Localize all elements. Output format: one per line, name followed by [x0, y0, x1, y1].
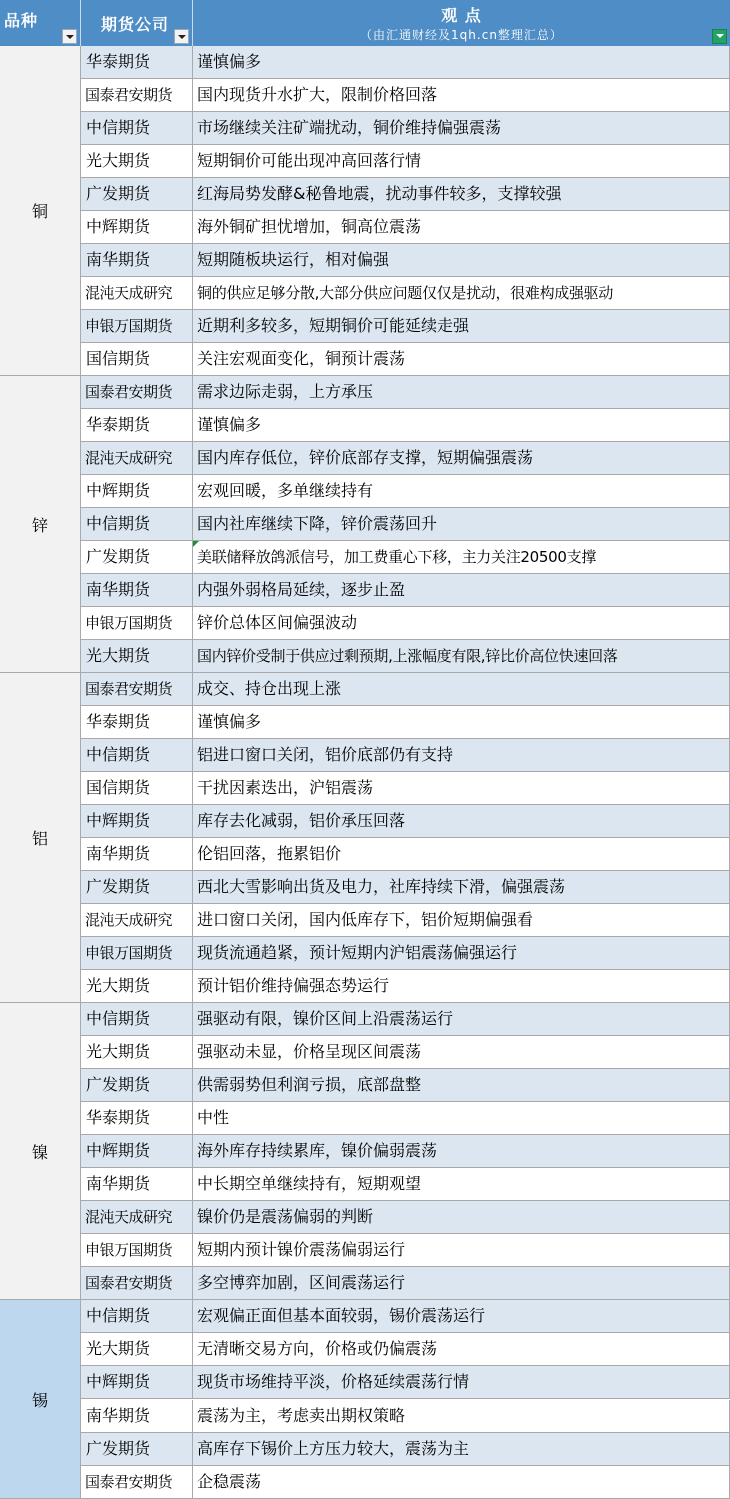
company-cell[interactable]: 光大期货 [81, 1036, 193, 1068]
table-row[interactable] [81, 310, 730, 343]
header-company[interactable] [81, 0, 193, 46]
variety-cell[interactable]: 铜 [0, 46, 81, 376]
view-cell[interactable]: 海外铜矿担忧增加，铜高位震荡 [197, 217, 422, 236]
table-header [0, 0, 730, 46]
view-cell[interactable]: 需求边际走弱，上方承压 [197, 382, 374, 401]
view-cell[interactable]: 中性 [197, 1108, 230, 1127]
company-cell[interactable]: 南华期货 [81, 244, 193, 276]
view-cell[interactable]: 供需弱势但利润亏损，底部盘整 [197, 1075, 422, 1094]
table-row[interactable] [81, 937, 730, 970]
table-row[interactable] [81, 178, 730, 211]
view-cell[interactable]: 市场继续关注矿端扰动，铜价维持偏强震荡 [197, 118, 502, 137]
view-cell[interactable]: 进口窗口关闭，国内低库存下，铝价短期偏强看 [197, 910, 534, 929]
table-row[interactable] [81, 1466, 730, 1499]
company-filter-dropdown-icon[interactable] [174, 29, 189, 44]
company-cell[interactable]: 广发期货 [81, 1433, 193, 1465]
group-1 [0, 376, 730, 673]
variety-filter-dropdown-icon[interactable] [62, 29, 77, 44]
view-cell[interactable]: 近期利多较多，短期铜价可能延续走强 [197, 316, 470, 335]
table-row[interactable] [81, 475, 730, 508]
table-row[interactable] [81, 1300, 730, 1333]
view-cell[interactable]: 多空博弈加剧，区间震荡运行 [197, 1273, 406, 1292]
view-cell[interactable]: 关注宏观面变化，铜预计震荡 [197, 349, 406, 368]
view-cell[interactable]: 成交、持仓出现上涨 [197, 679, 342, 698]
company-cell[interactable]: 华泰期货 [81, 46, 193, 78]
company-cell[interactable]: 光大期货 [81, 145, 193, 177]
table-row[interactable] [81, 1168, 730, 1201]
company-cell[interactable]: 混沌天成研究 [81, 1201, 193, 1233]
view-cell[interactable]: 镍价仍是震荡偏弱的判断 [197, 1207, 374, 1226]
company-cell[interactable]: 光大期货 [81, 1333, 193, 1365]
table-row[interactable] [81, 805, 730, 838]
view-cell[interactable]: 美联储释放鸽派信号，加工费重心下移，主力关注20500支撑 [197, 548, 597, 566]
view-cell[interactable]: 国内社库继续下降，锌价震荡回升 [197, 514, 438, 533]
company-cell[interactable]: 国泰君安期货 [81, 673, 193, 705]
company-cell[interactable]: 国泰君安期货 [81, 1466, 193, 1498]
company-cell[interactable]: 申银万国期货 [81, 607, 193, 639]
view-cell[interactable]: 无清晰交易方向，价格或仍偏震荡 [197, 1339, 438, 1359]
table-row[interactable] [81, 772, 730, 805]
table-row[interactable] [81, 871, 730, 904]
header-view[interactable] [193, 0, 730, 46]
header-view-subtitle: （由汇通财经及1qh.cn整理汇总） [360, 28, 563, 42]
company-cell[interactable]: 中信期货 [81, 1300, 193, 1332]
header-company-label: 期货公司 [101, 15, 170, 34]
table-row[interactable] [81, 1036, 730, 1069]
company-cell[interactable]: 国信期货 [81, 772, 193, 804]
company-cell[interactable]: 中信期货 [81, 739, 193, 771]
company-cell[interactable]: 中信期货 [81, 1003, 193, 1035]
table-row[interactable] [81, 1433, 730, 1466]
view-cell[interactable]: 强驱动未显，价格呈现区间震荡 [197, 1042, 422, 1061]
view-cell[interactable]: 国内现货升水扩大，限制价格回落 [197, 85, 438, 104]
table-row[interactable] [81, 376, 730, 409]
table-row[interactable] [81, 640, 730, 673]
company-cell[interactable]: 混沌天成研究 [81, 277, 193, 309]
table-row[interactable] [81, 343, 730, 376]
view-cell[interactable]: 铜的供应足够分散,大部分供应问题仅仅是扰动，很难构成强驱动 [197, 284, 614, 302]
company-cell[interactable]: 申银万国期货 [81, 310, 193, 342]
company-cell[interactable]: 中信期货 [81, 508, 193, 540]
variety-cell[interactable]: 镍 [0, 1003, 81, 1300]
table-row[interactable] [81, 1400, 730, 1433]
table-row[interactable] [81, 46, 730, 79]
view-cell[interactable]: 短期内预计镍价震荡偏弱运行 [197, 1240, 406, 1259]
company-cell[interactable]: 国信期货 [81, 343, 193, 375]
view-cell[interactable]: 干扰因素迭出，沪铝震荡 [197, 778, 374, 797]
table-row[interactable] [81, 277, 730, 310]
cell-comment-indicator-icon [193, 541, 199, 547]
table-row[interactable] [81, 1102, 730, 1135]
company-cell[interactable]: 广发期货 [81, 871, 193, 903]
group-4 [0, 1300, 730, 1499]
group-3 [0, 1003, 730, 1300]
table-row[interactable] [81, 904, 730, 937]
company-cell[interactable]: 广发期货 [81, 178, 193, 210]
company-cell[interactable]: 华泰期货 [81, 409, 193, 441]
view-cell[interactable]: 内强外弱格局延续，逐步止盈 [197, 580, 406, 599]
company-cell[interactable]: 中辉期货 [81, 805, 193, 837]
company-cell[interactable]: 混沌天成研究 [81, 904, 193, 936]
company-cell[interactable]: 华泰期货 [81, 1102, 193, 1134]
table-row[interactable] [81, 112, 730, 145]
company-cell[interactable]: 国泰君安期货 [81, 1267, 193, 1299]
view-cell[interactable]: 企稳震荡 [197, 1471, 262, 1491]
table-row[interactable] [81, 706, 730, 739]
header-variety-label: 品种 [4, 11, 39, 30]
view-cell[interactable]: 伦铝回落，拖累铝价 [197, 844, 342, 863]
table-row[interactable] [81, 1201, 730, 1234]
table-row[interactable] [81, 970, 730, 1003]
table-row[interactable] [81, 739, 730, 772]
table-row[interactable] [81, 145, 730, 178]
view-cell[interactable]: 西北大雪影响出货及电力，社库持续下滑，偏强震荡 [197, 877, 566, 896]
view-cell[interactable]: 库存去化减弱，铝价承压回落 [197, 811, 406, 830]
table-row[interactable] [81, 1366, 730, 1399]
view-cell[interactable]: 国内锌价受制于供应过剩预期,上涨幅度有限,锌比价高位快速回落 [197, 647, 618, 665]
company-cell[interactable]: 南华期货 [81, 1400, 193, 1432]
table-row[interactable] [81, 442, 730, 475]
table-row[interactable] [81, 574, 730, 607]
table-row[interactable] [81, 211, 730, 244]
table-row[interactable] [81, 673, 730, 706]
view-cell[interactable]: 中长期空单继续持有，短期观望 [197, 1174, 422, 1193]
table-row[interactable] [81, 838, 730, 871]
view-cell[interactable]: 震荡为主，考虑卖出期权策略 [197, 1405, 406, 1425]
company-cell[interactable]: 混沌天成研究 [81, 442, 193, 474]
view-cell[interactable]: 现货流通趋紧，预计短期内沪铝震荡偏强运行 [197, 943, 518, 962]
table-row[interactable] [81, 541, 730, 574]
table-row[interactable] [81, 1333, 730, 1366]
company-cell[interactable]: 申银万国期货 [81, 937, 193, 969]
table-row[interactable] [81, 1069, 730, 1102]
company-cell[interactable]: 中辉期货 [81, 1366, 193, 1398]
view-cell[interactable]: 强驱动有限，镍价区间上沿震荡运行 [197, 1009, 454, 1028]
company-cell[interactable]: 中辉期货 [81, 1135, 193, 1167]
company-cell[interactable]: 广发期货 [81, 1069, 193, 1101]
view-cell[interactable]: 海外库存持续累库，镍价偏弱震荡 [197, 1141, 438, 1160]
table-row[interactable] [81, 244, 730, 277]
view-filter-funnel-icon[interactable] [712, 29, 727, 44]
view-cell[interactable]: 谨慎偏多 [197, 415, 262, 434]
company-cell[interactable]: 广发期货 [81, 541, 193, 573]
company-cell[interactable]: 华泰期货 [81, 706, 193, 738]
table-body [0, 46, 730, 1499]
table-row[interactable] [81, 1003, 730, 1036]
company-cell[interactable]: 国泰君安期货 [81, 376, 193, 408]
header-variety[interactable] [0, 0, 81, 46]
company-cell[interactable]: 中辉期货 [81, 211, 193, 243]
company-cell[interactable]: 中信期货 [81, 112, 193, 144]
table-row[interactable] [81, 1234, 730, 1267]
variety-cell[interactable]: 锌 [0, 376, 81, 673]
header-view-title: 观 点 [441, 6, 482, 25]
company-cell[interactable]: 光大期货 [81, 970, 193, 1002]
company-cell[interactable]: 南华期货 [81, 574, 193, 606]
company-cell[interactable]: 申银万国期货 [81, 1234, 193, 1266]
view-cell[interactable]: 高库存下锡价上方压力较大，震荡为主 [197, 1438, 470, 1458]
group-2 [0, 673, 730, 1003]
table-row[interactable] [81, 409, 730, 442]
variety-cell[interactable]: 锡 [0, 1300, 81, 1499]
view-cell[interactable]: 短期随板块运行，相对偏强 [197, 250, 390, 269]
table-row[interactable] [81, 79, 730, 112]
view-cell[interactable]: 宏观偏正面但基本面较弱，锡价震荡运行 [197, 1306, 486, 1325]
company-cell[interactable]: 南华期货 [81, 838, 193, 870]
view-cell[interactable]: 国内库存低位，锌价底部存支撑，短期偏强震荡 [197, 448, 534, 467]
table-row[interactable] [81, 1267, 730, 1300]
view-cell[interactable]: 谨慎偏多 [197, 52, 262, 71]
view-cell[interactable]: 短期铜价可能出现冲高回落行情 [197, 151, 422, 170]
view-cell[interactable]: 锌价总体区间偏强波动 [197, 613, 358, 632]
view-cell[interactable]: 红海局势发酵&秘鲁地震，扰动事件较多，支撑较强 [197, 184, 562, 203]
view-cell[interactable]: 现货市场维持平淡，价格延续震荡行情 [197, 1372, 470, 1392]
table-row[interactable] [81, 1135, 730, 1168]
view-cell[interactable]: 铝进口窗口关闭，铝价底部仍有支持 [197, 745, 454, 764]
company-cell[interactable]: 南华期货 [81, 1168, 193, 1200]
view-cell[interactable]: 谨慎偏多 [197, 712, 262, 731]
company-cell[interactable]: 国泰君安期货 [81, 79, 193, 111]
table-row[interactable] [81, 508, 730, 541]
table-row[interactable] [81, 607, 730, 640]
view-cell[interactable]: 预计铝价维持偏强态势运行 [197, 976, 390, 995]
variety-cell[interactable]: 铝 [0, 673, 81, 1003]
group-0 [0, 46, 730, 376]
company-cell[interactable]: 中辉期货 [81, 475, 193, 507]
view-cell[interactable]: 宏观回暖，多单继续持有 [197, 481, 374, 500]
company-cell[interactable]: 光大期货 [81, 640, 193, 672]
